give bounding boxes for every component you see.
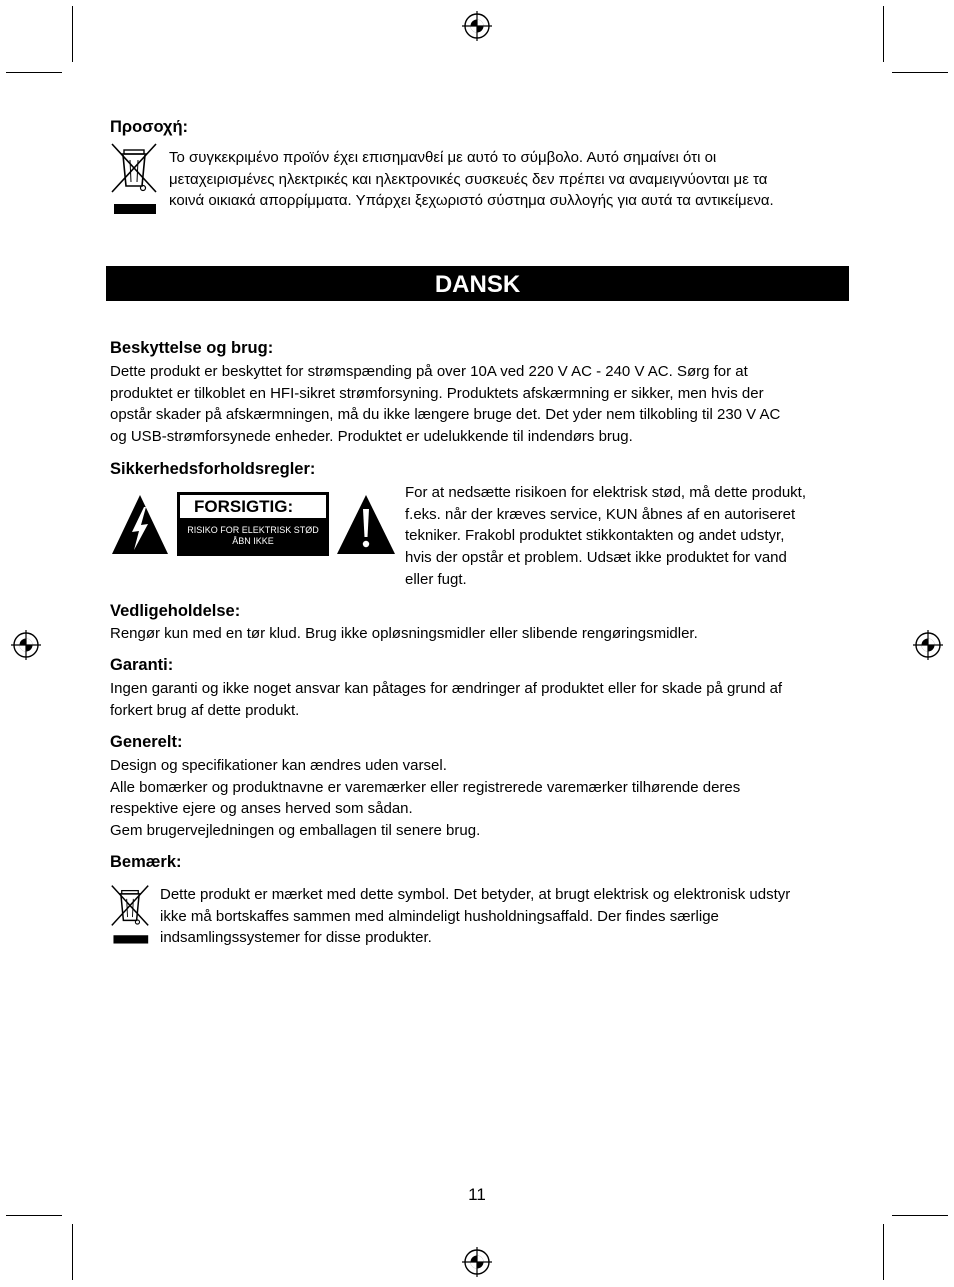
text-line: eller fugt.: [405, 570, 467, 588]
note-text: [160, 884, 852, 949]
registration-target-icon: [912, 629, 944, 661]
caution-label: [177, 492, 329, 556]
warranty-text: [110, 678, 850, 721]
greek-text: [169, 147, 849, 212]
text-line: forkert brug af dette produkt.: [110, 701, 300, 719]
text-line: Design og specifikationer kan ændres uden varsel.: [110, 757, 447, 774]
text-line: produktet er tilkoblet en HFI-sikret strømforsyning. Produktets afskærmning er sikker, men hvis der: [110, 384, 764, 402]
warranty-heading: Garanti:: [110, 656, 174, 674]
crop-mark: [883, 6, 884, 62]
text-line: indsamlingssystemer for disse produkter.: [160, 929, 432, 947]
text-line: Ingen garanti og ikke noget ansvar kan påtages for ændringer af produktet eller for skade på grund af: [110, 680, 783, 697]
exclamation-warning-icon: [335, 493, 397, 556]
text-line: respektive ejere og anses herved som sådan.: [110, 800, 413, 818]
greek-heading: Προσοχή:: [110, 118, 189, 136]
crop-mark: [6, 72, 62, 73]
text-line: For at nedsætte risikoen for elektrisk stød, må dette produkt,: [405, 484, 807, 501]
text-line: κοινά οικιακά απορρίμματα. Υπάρχει ξεχωριστό σύστημα συλλογής για αυτά τα αντικείμενα.: [169, 192, 774, 210]
registration-target-icon: [461, 1246, 493, 1278]
crossed-out-wheelie-bin-icon: [110, 884, 150, 946]
caution-line: ÅBN IKKE: [232, 536, 274, 546]
lightning-warning-icon: [110, 493, 170, 556]
crop-mark: [6, 1215, 62, 1216]
registration-target-icon: [10, 629, 42, 661]
text-line: Το συγκεκριμένο προϊόν έχει επισημανθεί με αυτό το σύμβολο. Αυτό σημαίνει ότι οι: [169, 149, 717, 166]
crop-mark: [72, 6, 73, 62]
text-line: Dette produkt er mærket med dette symbol. Det betyder, at brugt elektrisk og elektronisk udstyr: [160, 886, 791, 903]
text-line: ikke må bortskaffes sammen med almindeligt husholdningsaffald. Der findes særlige: [160, 907, 719, 925]
safety-heading: Sikkerhedsforholdsregler:: [110, 460, 316, 478]
text-line: Alle bomærker og produktnavne er varemærker eller registrerede varemærker tilhørende deres: [110, 778, 741, 796]
caution-subtitle: [177, 525, 329, 547]
text-line: Gem brugervejledningen og emballagen til senere brug.: [110, 822, 481, 840]
protection-text: [110, 361, 850, 448]
text-line: tekniker. Frakobl produktet stikkontakten og andet udstyr,: [405, 527, 785, 545]
crop-mark: [883, 1224, 884, 1280]
text-line: og USB-strømforsynede enheder. Produktet er udelukkende til indendørs brug.: [110, 428, 633, 446]
safety-text: [405, 482, 850, 591]
maintenance-heading: Vedligeholdelse:: [110, 602, 241, 620]
page-number: 11: [468, 1185, 486, 1204]
crop-mark: [892, 1215, 948, 1216]
registration-target-icon: [461, 10, 493, 42]
general-text: [110, 755, 850, 842]
text-line: opstår skader på afskærmningen, må du ikke længere bruge det. Det yder nem tilkobling til 230 V AC: [110, 406, 781, 424]
maintenance-text: [110, 623, 850, 645]
text-line: hvis der opstår et problem. Udsæt ikke produktet for vand: [405, 549, 787, 567]
note-heading: Bemærk:: [110, 853, 182, 871]
crossed-out-wheelie-bin-icon: [110, 142, 158, 217]
crop-mark: [72, 1224, 73, 1280]
general-heading: Generelt:: [110, 733, 183, 751]
caution-line: RISIKO FOR ELEKTRISK STØD: [187, 525, 319, 535]
text-line: f.eks. når der kræves service, KUN åbnes af en autoriseret: [405, 505, 796, 523]
text-line: Dette produkt er beskyttet for strømspænding på over 10A ved 220 V AC - 240 V AC. Sørg for at: [110, 363, 748, 380]
section-banner: DANSK: [106, 266, 849, 301]
text-line: Rengør kun med en tør klud. Brug ikke opløsningsmidler eller slibende rengøringsmidler.: [110, 625, 698, 642]
protection-heading: Beskyttelse og brug:: [110, 339, 274, 357]
caution-title: FORSIGTIG:: [180, 495, 326, 518]
text-line: μεταχειρισμένες ηλεκτρικές και ηλεκτρονικές συσκευές δεν πρέπει να αναμειγνύονται με τα: [169, 170, 768, 188]
crop-mark: [892, 72, 948, 73]
